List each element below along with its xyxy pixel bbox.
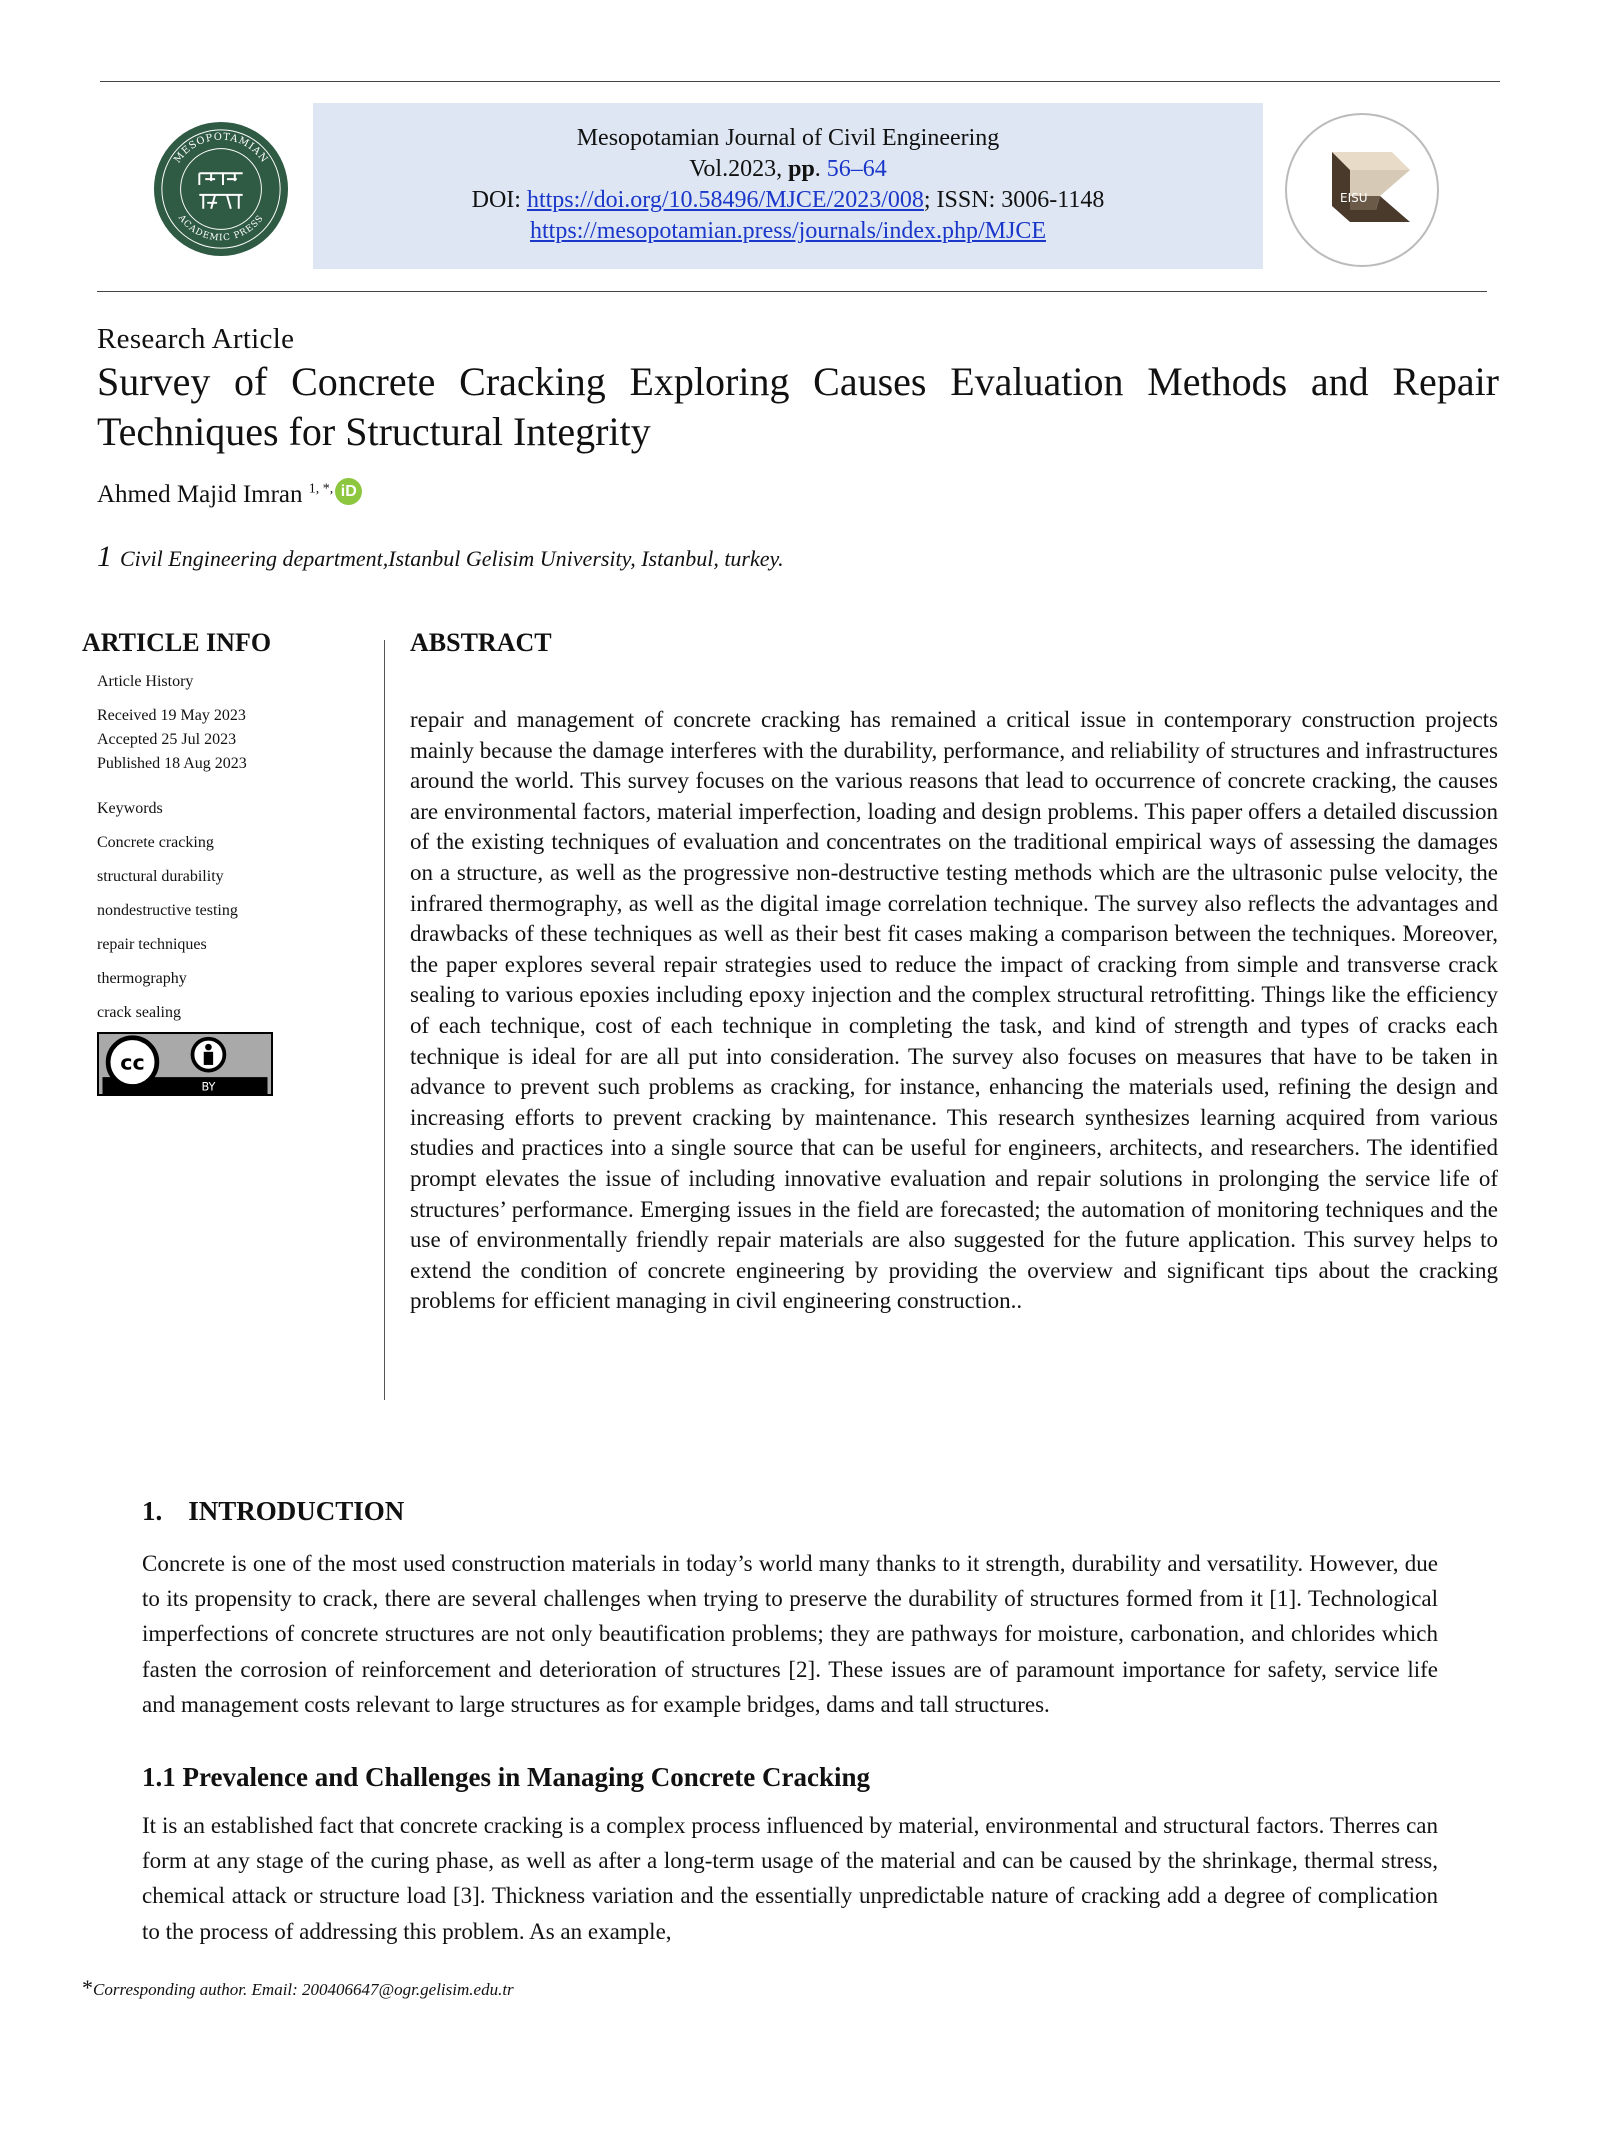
subsection-heading: 1.1 Prevalence and Challenges in Managing Concrete Cracking bbox=[142, 1762, 870, 1792]
received-date: Received 19 May 2023 bbox=[97, 707, 246, 724]
keyword: repair techniques bbox=[97, 936, 207, 953]
header-rule bbox=[97, 291, 1487, 292]
keywords-label: Keywords bbox=[97, 800, 163, 817]
history-label: Article History bbox=[97, 673, 194, 690]
author-affiliation-mark: 1, *, bbox=[308, 481, 334, 497]
svg-text:cc: cc bbox=[120, 1050, 145, 1075]
author-name: Ahmed Majid Imran bbox=[97, 481, 309, 508]
introduction-text: Concrete is one of the most used construction materials in today’s world many thanks to it strength, durability and versatility. However, due to its propensity to crack, there are several challenges when trying to preserve the durability of structures formed from it [1]. Technological imperfections of concrete structures are not only beautification problems; they are pathways for moisture, carbonation, and chlorides which fasten the corrosion of reinforcement and deterioration of structures [2]. These issues are of paramount importance for safety, service life and management costs relevant to large structures as for example bridges, dams and tall structures. bbox=[142, 1551, 1438, 1717]
publisher-logo bbox=[152, 120, 290, 258]
author-line bbox=[97, 478, 362, 509]
journal-doi: DOI: https://doi.org/10.58496/MJCE/2023/008; ISSN: 3006-1148 bbox=[471, 187, 1105, 213]
doi-link[interactable]: https://doi.org/10.58496/MJCE/2023/008 bbox=[526, 187, 924, 213]
accepted-date: Accepted 25 Jul 2023 bbox=[97, 731, 237, 748]
corresponding-author-footnote: *Corresponding author. Email: 200406647@ogr.gelisim.edu.tr bbox=[82, 1975, 514, 2000]
keyword: thermography bbox=[97, 970, 187, 987]
cc-license-badge[interactable] bbox=[97, 1032, 273, 1096]
top-rule bbox=[100, 81, 1500, 82]
svg-text:ACADEMIC PRESS: ACADEMIC PRESS bbox=[175, 213, 267, 244]
abstract-text: repair and management of concrete cracking has remained a critical issue in contemporary construction projects mainly because the damage interferes with the durability, performance, and reliability of structures and infrastructures around the world. This survey focuses on the various reasons that lead to occurrence of concrete cracking, the causes are environmental factors, material imperfection, loading and design problems. This paper offers a detailed discussion of the existing techniques of evaluation and concentrates on the traditional empirical ways of assessing the damages on a structure, as well as the progressive non-destructive testing methods which are the ultrasonic pulse velocity, the infrared thermography, as well as the digital image correlation technique. The survey also reflects the advantages and drawbacks of these techniques as well as their best fit cases making a comparison between the techniques. Moreover, the paper explores several repair strategies used to reduce the impact of cracking from simple and transverse crack sealing to various epoxies including epoxy injection and the complex structural retrofitting. Things like the efficiency of each technique, cost of each technique in completing the task, and kind of strength and types of cracks each technique is ideal for are all put into consideration. The survey also focuses on measures that have to be taken in advance to prevent such problems as cracking, for instance, enhancing the materials used, refining the design and increasing efforts to prevent cracking by maintenance. This research synthesizes learning acquired from various studies and practices into a single source that can be useful for engineers, architects, and researchers. The identified prompt elevates the issue of including innovative evaluation and repair solutions in prolonging the service life of structures’ performance. Emerging issues in the field are forecasted; the automation of monitoring techniques and the use of environmentally friendly repair materials are also suggested for the future application. This survey helps to extend the condition of concrete engineering by providing the overview and significant tips about the cracking problems for efficient managing in civil engineering construction.. bbox=[410, 707, 1498, 1314]
svg-text:EISU: EISU bbox=[1340, 191, 1368, 205]
article-info-heading: ARTICLE INFO bbox=[82, 628, 272, 657]
journal-name: Mesopotamian Journal of Civil Engineering bbox=[576, 125, 1000, 151]
published-date: Published 18 Aug 2023 bbox=[97, 755, 247, 772]
svg-text:BY: BY bbox=[201, 1080, 216, 1094]
affiliation: 1 Civil Engineering department,Istanbul Gelisim University, Istanbul, turkey. bbox=[97, 540, 784, 573]
journal-site-link[interactable]: https://mesopotamian.press/journals/index.php/MJCE bbox=[530, 218, 1046, 244]
keyword: structural durability bbox=[97, 868, 224, 885]
keyword: nondestructive testing bbox=[97, 902, 238, 919]
journal-header-box bbox=[313, 103, 1263, 269]
column-divider bbox=[384, 640, 385, 1400]
article-title: Survey of Concrete Cracking Exploring Causes Evaluation Methods and Repair Techniques for Structural Integrity bbox=[97, 359, 1499, 454]
svg-text:MESOPOTAMIAN: MESOPOTAMIAN bbox=[172, 131, 270, 166]
subsection-text: It is an established fact that concrete cracking is a complex process influenced by material, environmental and structural factors. Therres can form at any stage of the curing phase, as well as after a long-term usage of the material and can be caused by the shrinkage, thermal stress, chemical attack or structure load [3]. Thickness variation and the essentially unpredictable nature of cracking add a degree of complication to the process of addressing this problem. As an example, bbox=[142, 1813, 1438, 1944]
orcid-icon[interactable]: iD bbox=[335, 478, 362, 505]
university-logo bbox=[1280, 110, 1450, 270]
article-type: Research Article bbox=[97, 323, 295, 355]
page-range: 56–64 bbox=[826, 156, 887, 182]
journal-volume: Vol.2023, pp. 56–64 bbox=[689, 156, 887, 182]
abstract-heading: ABSTRACT bbox=[410, 628, 552, 657]
keyword: crack sealing bbox=[97, 1004, 181, 1021]
keyword: Concrete cracking bbox=[97, 834, 214, 851]
introduction-heading: 1. INTRODUCTION bbox=[142, 1496, 405, 1526]
